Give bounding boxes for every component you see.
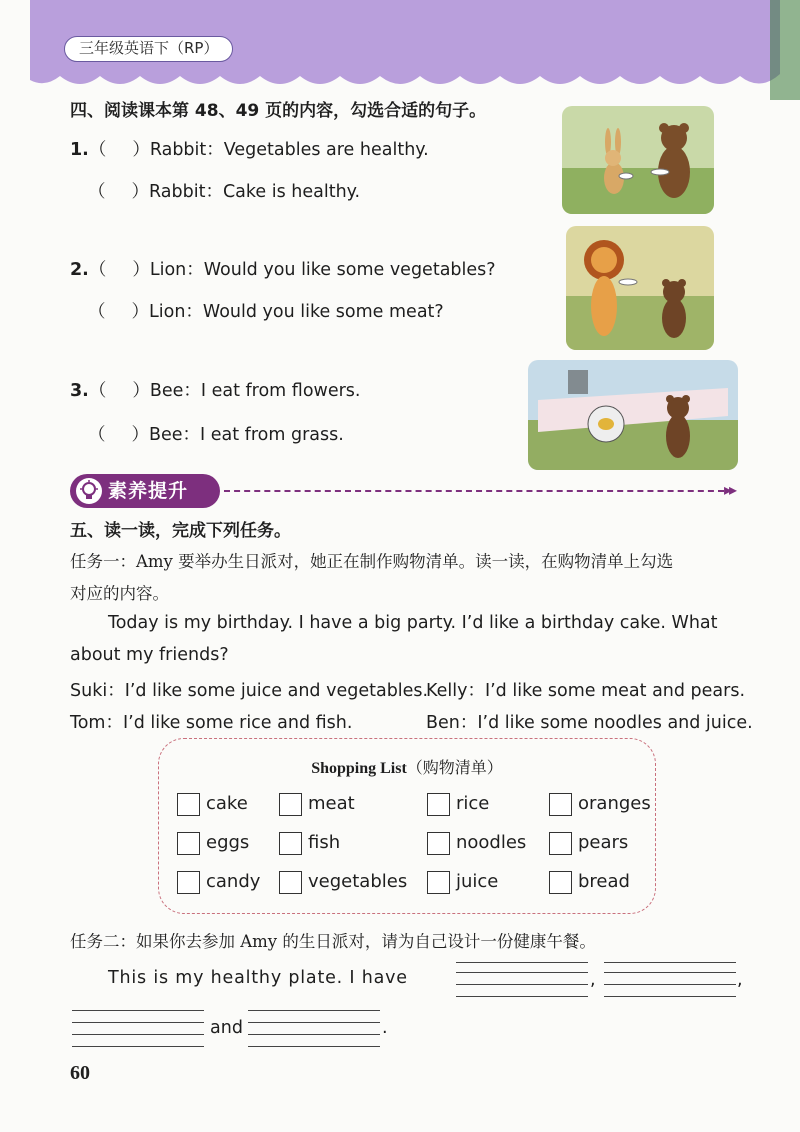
checkbox[interactable] [427, 832, 450, 855]
answer-blank-line[interactable] [456, 996, 588, 997]
page-number: 60 [70, 1062, 90, 1084]
shopping-list-title [159, 755, 655, 778]
section4-title: 四、阅读课本第 48、49 页的内容，勾选合适的句子。 [70, 101, 487, 121]
checkbox[interactable] [177, 832, 200, 855]
checkbox[interactable] [427, 871, 450, 894]
answer-blank-line[interactable] [456, 962, 588, 963]
answer-blank-line[interactable] [248, 1022, 380, 1023]
answer-blank-line[interactable] [604, 962, 736, 963]
answer-paren-open[interactable]: （ [88, 140, 107, 160]
checkbox[interactable] [177, 793, 200, 816]
answer-paren-close: ） [132, 260, 150, 280]
answer-paren-close: ） [131, 302, 149, 322]
healthy-plate-sentence: This is my healthy plate. I have [108, 968, 408, 988]
shopping-item[interactable]: cake [177, 791, 248, 817]
shopping-item[interactable]: juice [427, 869, 498, 895]
answer-paren-close: ） [131, 425, 149, 445]
answer-paren-close: ） [132, 140, 150, 160]
q1-option2-text: Rabbit：Cake is healthy. [149, 182, 361, 202]
bee-bear-illustration [528, 360, 738, 470]
passage-line2: about my friends? [70, 645, 229, 665]
answer-blank-line[interactable] [604, 996, 736, 997]
answer-blank-line[interactable] [72, 1046, 204, 1047]
task2-instruction: 任务二：如果你去参加 Amy 的生日派对，请为自己设计一份健康午餐。 [70, 932, 596, 951]
passage-line1: Today is my birthday. I have a big party. I’d like a birthday cake. What [108, 613, 718, 633]
q3-option2 [88, 421, 344, 446]
task1-instruction-line2: 对应的内容。 [70, 584, 169, 603]
shopping-item[interactable]: fish [279, 830, 340, 856]
header-band [0, 0, 800, 100]
answer-blank-line[interactable] [604, 972, 736, 973]
answer-blank-line[interactable] [248, 1046, 380, 1047]
answer-blank-line[interactable] [72, 1034, 204, 1035]
answer-paren-open[interactable]: （ [88, 381, 107, 401]
tom-line: Tom：I’d like some rice and fish. [70, 713, 353, 733]
q1-option1-text: Rabbit：Vegetables are healthy. [149, 140, 429, 160]
checkbox[interactable] [549, 871, 572, 894]
grade-tag: 三年级英语下（RP） [64, 36, 233, 62]
answer-blank-line[interactable] [456, 984, 588, 985]
answer-blank-line[interactable] [248, 1034, 380, 1035]
q1-option2 [88, 178, 360, 203]
double-arrow-icon: ▸▸ [724, 480, 735, 499]
task1-instruction-line1: 任务一：Amy 要举办生日派对，她正在制作购物清单。读一读，在购物清单上勾选 [70, 552, 674, 571]
checkbox[interactable] [549, 793, 572, 816]
shopping-list-title-en: Shopping List [311, 760, 407, 777]
q3-option1 [70, 377, 360, 402]
answer-paren-open[interactable]: （ [88, 260, 107, 280]
section5-title: 五、读一读，完成下列任务。 [70, 521, 291, 541]
checkbox[interactable] [279, 832, 302, 855]
lightbulb-icon [76, 478, 102, 504]
shopping-item[interactable]: eggs [177, 830, 249, 856]
shopping-item[interactable]: pears [549, 830, 628, 856]
shopping-item[interactable]: oranges [549, 791, 651, 817]
shopping-list-box [158, 738, 656, 914]
period: . [382, 1018, 388, 1038]
shopping-list-title-cn: （购物清单） [406, 758, 503, 777]
answer-blank-line[interactable] [248, 1010, 380, 1011]
comma: , [737, 970, 743, 990]
suki-line: Suki：I’d like some juice and vegetables. [70, 681, 429, 701]
answer-blank-line[interactable] [604, 984, 736, 985]
answer-paren-close: ） [131, 182, 149, 202]
q2-option1 [70, 256, 496, 281]
q2-option2-text: Lion：Would you like some meat? [149, 302, 444, 322]
and-word: and [210, 1018, 243, 1038]
checkbox[interactable] [177, 871, 200, 894]
answer-paren-close: ） [132, 381, 150, 401]
q1-option1 [70, 136, 429, 161]
q3-option2-text: Bee：I eat from grass. [149, 425, 344, 445]
skill-banner [70, 474, 220, 508]
shopping-item[interactable]: rice [427, 791, 489, 817]
q2-option2 [88, 298, 444, 323]
rabbit-bear-illustration [562, 106, 714, 214]
shopping-item[interactable]: candy [177, 869, 260, 895]
answer-paren-open[interactable]: （ [88, 425, 106, 445]
answer-blank-line[interactable] [456, 972, 588, 973]
q2-option1-text: Lion：Would you like some vegetables? [149, 260, 496, 280]
comma: , [590, 970, 596, 990]
shopping-item[interactable]: noodles [427, 830, 526, 856]
ben-line: Ben：I’d like some noodles and juice. [426, 713, 753, 733]
checkbox[interactable] [427, 793, 450, 816]
answer-paren-open[interactable]: （ [88, 182, 106, 202]
q3-number: 3. [70, 381, 89, 401]
checkbox[interactable] [549, 832, 572, 855]
banner-dashed-line [224, 490, 724, 492]
q1-number: 1. [70, 140, 89, 160]
answer-blank-line[interactable] [72, 1010, 204, 1011]
kelly-line: Kelly：I’d like some meat and pears. [426, 681, 746, 701]
answer-paren-open[interactable]: （ [88, 302, 106, 322]
answer-blank-line[interactable] [72, 1022, 204, 1023]
shopping-item[interactable]: bread [549, 869, 630, 895]
q3-option1-text: Bee：I eat from flowers. [149, 381, 361, 401]
lion-bear-illustration [566, 226, 714, 350]
banner-label: 素养提升 [108, 480, 189, 502]
q2-number: 2. [70, 260, 89, 280]
checkbox[interactable] [279, 793, 302, 816]
shopping-item[interactable]: meat [279, 791, 355, 817]
checkbox[interactable] [279, 871, 302, 894]
shopping-item[interactable]: vegetables [279, 869, 407, 895]
